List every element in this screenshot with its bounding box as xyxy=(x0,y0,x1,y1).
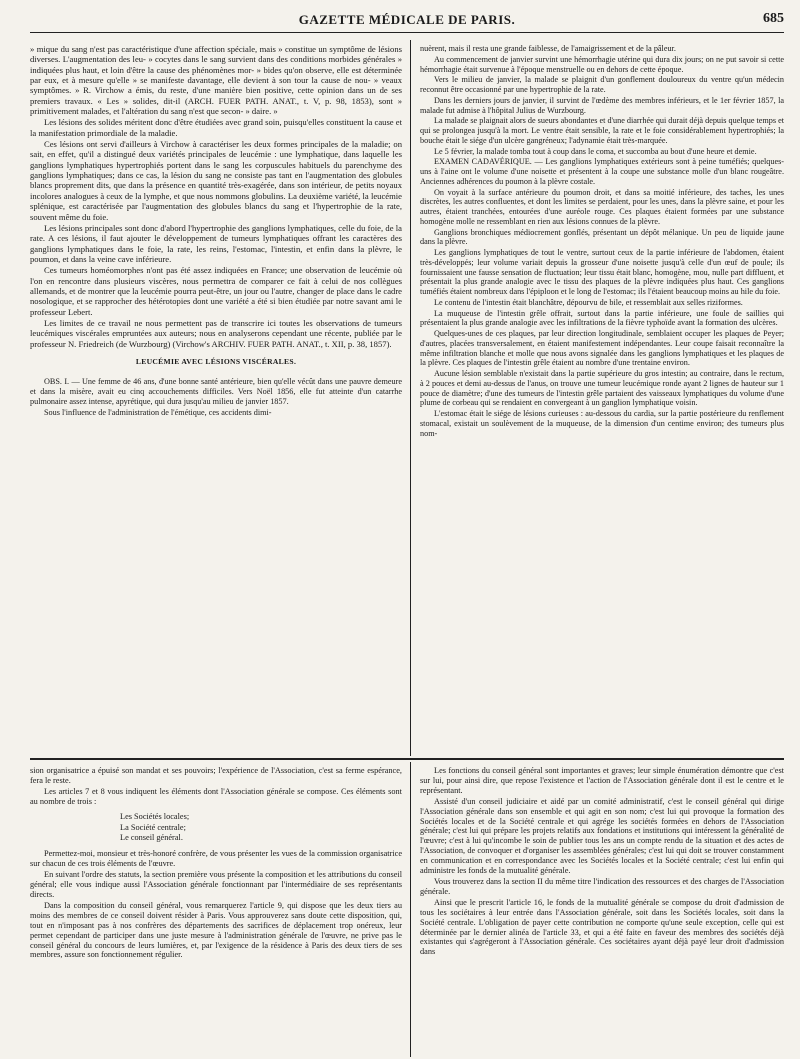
paragraph: Les limites de ce travail ne nous permettent pas de transcrire ici toutes les observations de tumeurs leucémiques viscérales empruntées aux auteurs; nous en analyserons cependant une récente, publiée par le professeur N. Friedreich (de Wurzbourg) (Virchow's ARCHIV. FUER PATH. ANAT., t. XII, p. 38, 1857). xyxy=(30,317,402,349)
paragraph: Les ganglions lymphatiques de tout le ventre, surtout ceux de la partie inférieure de l'abdomen, étaient très-développés; leur volume variait depuis la grosseur d'une noisette jusqu'à celle d'un œuf de poule; ils fournissaient une fausse sensation de fluctuation; leur tissu était blanc, homogène, mou, nulle part diffluent, et présentait la plus grande analogie avec le tissu des plaques de la plèvre indiquées plus haut. Ces ganglions tuméfiés étaient nombreux dans l'épiploon et le long de l'estomac; ils l'étaient beaucoup moins au hile du foie. xyxy=(420,248,784,296)
paragraph: Dans les derniers jours de janvier, il survint de l'œdème des membres inférieurs, et le 1er février 1857, la malade fut admise à l'hôpital Julius de Wurzbourg. xyxy=(420,95,784,115)
page-number: 685 xyxy=(763,11,784,26)
column-bottom-right xyxy=(420,766,784,1056)
column-divider-top xyxy=(410,40,411,756)
paragraph: Vous trouverez dans la section II du même titre l'indication des ressources et des charges de l'Association générale. xyxy=(420,876,784,896)
journal-title: GAZETTE MÉDICALE DE PARIS. xyxy=(298,12,516,27)
list-item: Les Sociétés locales; xyxy=(120,811,190,821)
column-divider-bottom xyxy=(410,762,411,1057)
column-bottom-left xyxy=(30,766,402,1056)
page-header xyxy=(30,10,784,33)
paragraph: La malade se plaignait alors de sueurs abondantes et d'une diarrhée qui durait déjà depuis quelque temps et qui se prolongea jusqu'à la mort. Le ventre était sensible, la rate et le foie considérablement hypertrophiés; la bouche était le siége d'un ulcère gangréneux; l'adynamie était très-marquée. xyxy=(420,116,784,145)
paragraph: sion organisatrice a épuisé son mandat et ses pouvoirs; l'expérience de l'Association, c'est sa ferme espérance, fera le reste. xyxy=(30,766,402,785)
paragraph: Vers le milieu de janvier, la malade se plaignit d'un gonflement douloureux du ventre qu'un médecin reconnut être occasionné par une hypertrophie de la rate. xyxy=(420,75,784,94)
list-item: Le conseil général. xyxy=(120,833,183,843)
paragraph: Les fonctions du conseil général sont importantes et graves; leur simple énumération démontre que c'est sur lui, pour ainsi dire, que repose l'existence et l'action de l'Association générale dont il est le centre et le représentant. xyxy=(420,766,784,795)
paragraph: Au commencement de janvier survint une hémorrhagie utérine qui dura dix jours; on ne put savoir si cette hémorrhagie était survenue à l'époque menstruelle ou en dehors de cette époque. xyxy=(420,54,784,74)
section-heading: LEUCÉMIE AVEC LÉSIONS VISCÉRALES. xyxy=(135,356,297,366)
paragraph: Ganglions bronchiques médiocrement gonflés, présentant un dépôt mélanique. Un peu de liquide jaune dans la plèvre. xyxy=(420,227,784,247)
paragraph: Le 5 février, la malade tomba tout à coup dans le coma, et succomba au bout d'une heure et demie. xyxy=(434,146,757,156)
paragraph: Ainsi que le prescrit l'article 16, le fonds de la mutualité générale se compose du droit d'admission de tous les sociétaires à leur entrée dans l'Association générale, soit dans les Sociétés locales, soit dans la Société centrale. L'obligation de payer cette contribution ne comporte qu'une seule exception, celle qui est déterminée par le dernier alinéa de l'article 33, et qui a été faite en faveur des membres des sociétés déjà existantes qui s'agrégeront à l'Association générale. Ces sociétaires ayant déjà payé leur droit d'admission dans xyxy=(420,897,784,957)
section-divider xyxy=(30,758,784,760)
paragraph: On voyait à la surface antérieure du poumon droit, et dans sa moitié inférieure, des taches, les unes discrètes, les autres confluentes, et dont les limites se perdaient, pour les unes, dans la plèvre saine, et pour les autres, étaient tranchées, entourées d'une auréole rouge. Ces plaques étaient formées par une substance homogène molle ne ressemblant en rien aux lésions connues de la plèvre. xyxy=(420,187,784,226)
paragraph: EXAMEN CADAVÉRIQUE. — Les ganglions lymphatiques extérieurs sont à peine tuméfiés; quelques-uns à l'aine ont le volume d'une noisette et présentent à la coupe une substance molle d'un blanc rougeâtre. Anciennes adhérences du poumon à la plèvre costale. xyxy=(420,157,784,186)
paragraph: Permettez-moi, monsieur et très-honoré confrère, de vous présenter les vues de la commission organisatrice sur chacun de ces trois éléments de l'œuvre. xyxy=(30,849,402,869)
observation-paragraph: OBS. I. — Une femme de 46 ans, d'une bonne santé antérieure, bien qu'elle vécût dans une pauvre demeure et dans la misère, avait eu cinq accouchements difficiles. Vers Noël 1856, elle fut atteinte d'un catarrhe pulmonaire assez intense, apyrétique, qui dura jusqu'au milieu de janvier 1857. xyxy=(30,377,402,406)
paragraph: En suivant l'ordre des statuts, la section première vous présente la composition et les attributions du conseil général; elle vous indique aussi l'Association générale fonctionnant par l'intermédiaire de ses représentants directs. xyxy=(30,870,402,899)
column-top-left xyxy=(30,44,402,754)
paragraph: Dans la composition du conseil général, vous remarquerez l'article 9, qui dispose que les deux tiers au moins des membres de ce conseil doivent résider à Paris. Vous approuverez sans doute cette disposition, qui, tout en n'imposant pas à nos confrères des départements des sacrifices de déplacement trop onéreux, leur permet cependant de participer dans une juste mesure à l'administration générale de l'œuvre, ne prive pas le conseil général du concours de leurs lumières, et, par l'exigence de la résidence à Paris des deux tiers de ses membres, assure son fonctionnement régulier. xyxy=(30,900,402,960)
paragraph: Les articles 7 et 8 vous indiquent les éléments dont l'Association générale se compose. Ces éléments sont au nombre de trois : xyxy=(30,786,402,806)
list-item: La Société centrale; xyxy=(120,822,186,832)
paragraph: Le contenu de l'intestin était blanchâtre, dépourvu de bile, et ressemblait aux selles riziformes. xyxy=(434,297,743,307)
paragraph: Quelques-unes de ces plaques, par leur direction longitudinale, semblaient occuper les plaques de Peyer; d'autres, placées transversalement, en étaient manifestement indépendantes. Leur coupe faisait reconnaître la même infiltration blanche et molle que nous avons signalée dans les ganglions lymphatiques et les plaques de la plèvre. Ces plaques de l'intestin grêle étaient au nombre d'une trentaine environ. xyxy=(420,329,784,368)
paragraph: nuèrent, mais il resta une grande faiblesse, de l'amaigrissement et de la pâleur. xyxy=(420,44,676,53)
column-top-right xyxy=(420,44,784,754)
paragraph: Ces lésions ont servi d'ailleurs à Virchow à caractériser les deux formes principales de la maladie; on sait, en effet, qu'il a distingué deux variétés principales de leucémie : une lymphatique, dans laquelle les ganglions lymphatiques hypertrophiés portent dans le sang les corpuscules habituels du parenchyme des ganglions lymphatiques; dans ce cas, la lésion du sang ne consiste pas tant en l'augmentation des globules blancs proprement dits, que dans la présence en quantité très-exagérée, dans son intérieur, de petits noyaux incolores analogues à ceux de la lymphe, et que nous nommons globulins. La deuxième variété, la leucémie splénique, est caractérisée par l'augmentation des globules blancs du sang et l'hypertrophie de la rate, souvent même du foie. xyxy=(30,139,402,222)
paragraph: Les lésions principales sont donc d'abord l'hypertrophie des ganglions lymphatiques, celle du foie, de la rate. A ces lésions, il faut ajouter le développement de tumeurs lymphatiques offrant les caractères des ganglions lymphatiques dans le foie, la rate, les reins, l'estomac, l'intestin, et enfin dans la plèvre, le poumon, et dans la veine cave inférieure. xyxy=(30,222,402,264)
paragraph: » mique du sang n'est pas caractéristique d'une affection spéciale, mais » constitue un symptôme de lésions diverses. L'augmentation des leu- » cocytes dans le sang survient dans des conditions morbides générales » indiquées plus haut, et loin d'être la cause des phénomènes mor- » bides qu'on observe, elle est déterminée par eux, et à mesure qu'elle » se manifeste davantage, elle devient à son tour la cause de nou- » veaux symptômes. » R. Virchow a émis, du reste, d'une manière bien positive, cette opinion dans un de ses premiers travaux. « Les » solides, dit-il (ARCH. FUER PATH. ANAT., t. V, p. 98, 1853), sont » primitivement malades, et l'altération du sang n'est que secon- » daire. » xyxy=(30,44,402,117)
observation-paragraph: Sous l'influence de l'administration de l'émétique, ces accidents dimi- xyxy=(44,407,272,417)
paragraph: Les lésions des solides méritent donc d'être étudiées avec grand soin, puisqu'elles constituent la cause et la manifestation primordiale de la maladie. xyxy=(30,117,402,138)
paragraph: La muqueuse de l'intestin grêle offrait, surtout dans la partie inférieure, une foule de saillies qui présentaient la plus grande analogie avec les infiltrations de la fièvre typhoïde avant la formation des ulcères. xyxy=(420,308,784,328)
paragraph: Ces tumeurs homéomorphes n'ont pas été assez indiquées en France; une observation de leucémie où l'on en rencontre dans plusieurs viscères, nous permettra de comparer ce fait à celui de nos collègues allemands, et de montrer que la leucémie pourra peut-être, un jour ou l'autre, changer de place dans le cadre nosologique, et se rapprocher des hétérotopies dont une variété a été si bien étudiée par notre savant ami le professeur Lebert. xyxy=(30,265,402,317)
paragraph: Aucune lésion semblable n'existait dans la partie supérieure du gros intestin; au contraire, dans le rectum, à 2 pouces et demi au-dessus de l'anus, on trouve une tumeur leucémique ronde ayant 2 lignes de hauteur sur 1 pouce de diamètre; d'une des tumeurs de l'intestin grêle partaient des vaisseaux lymphatiques du volume d'une plume de corbeau qui se rendaient en convergeant à un ganglion lymphatique voisin. xyxy=(420,369,784,408)
paragraph: L'estomac était le siége de lésions curieuses : au-dessous du cardia, sur la partie postérieure du renflement stomacal, existait un soulèvement de la muqueuse, de la dimension d'un centime environ; des tumeurs plus nom- xyxy=(420,409,784,438)
paragraph: Assisté d'un conseil judiciaire et aidé par un comité administratif, c'est le conseil général qui dirige l'Association générale dans son ensemble et qui agit en son nom; c'est lui qui provoque la formation des Sociétés locales et de la Société centrale et qui agrége les sociétés formées en dehors de l'Association générale; c'est lui qui prépare les projets relatifs aux fondations et institutions qui intéressent la généralité de l'œuvre; c'est à lui qu'incombe le soin de publier tous les ans un compte rendu de la situation et des actes de l'Association, de convoquer et d'organiser les assemblées générales; c'est lui qui doit se trouver constamment en communication et en correspondance avec les Sociétés locales et la Société centrale; c'est lui enfin qui administre les fonds de la mutualité générale. xyxy=(420,796,784,876)
element-list xyxy=(30,812,402,844)
